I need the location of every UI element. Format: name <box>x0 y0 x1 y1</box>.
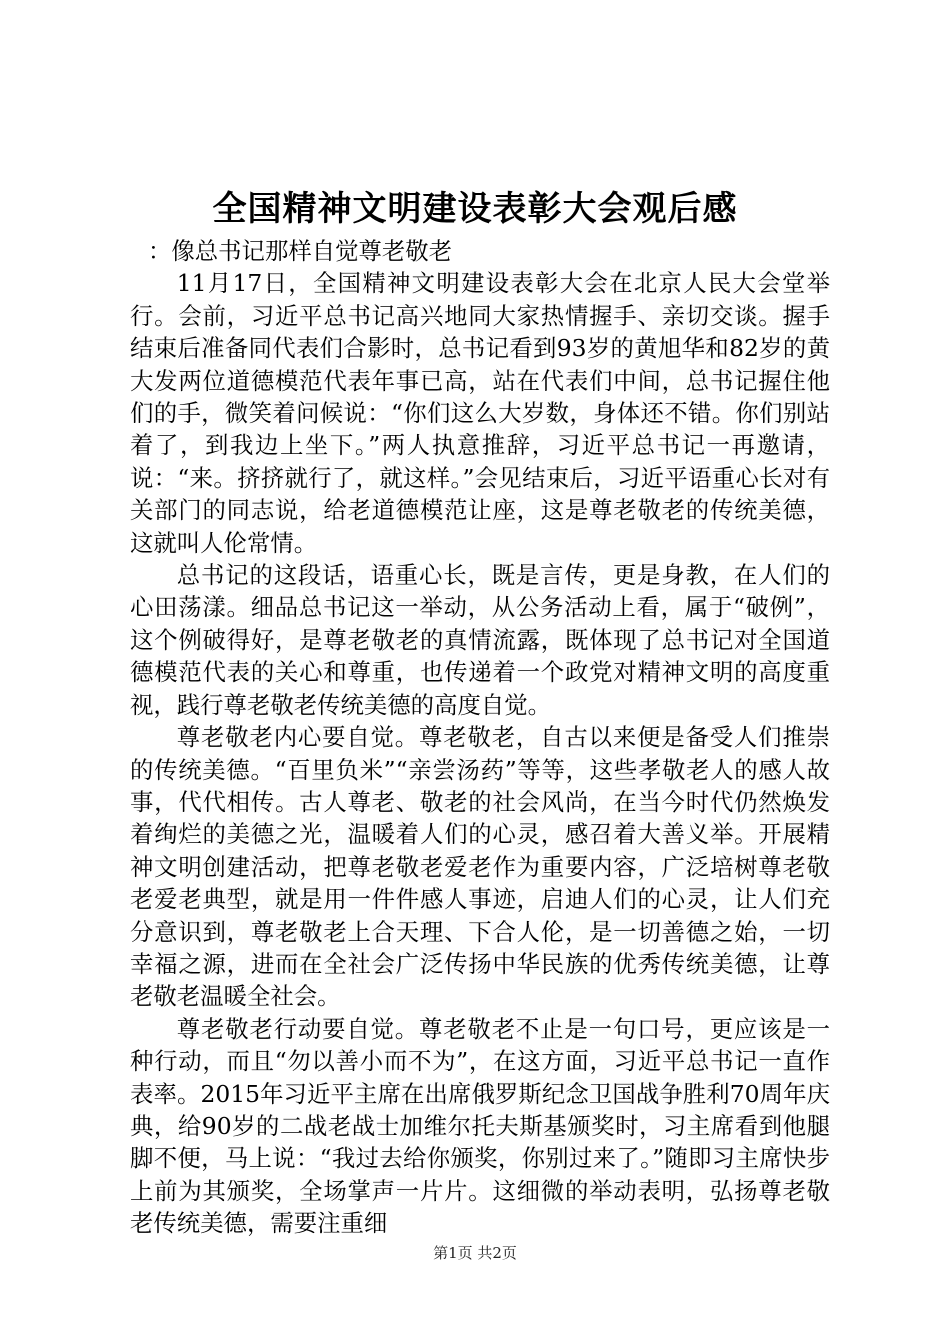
paragraph-2: 总书记的这段话，语重心长，既是言传，更是身教，在人们的心田荡漾。细品总书记这一举动，从公务活动上看，属于“破例”，这个例破得好，是尊老敬老的真情流露，既体现了总书记对全国道德模范代表的关心和尊重，也传递着一个政党对精神文明的高度重视，践行尊老敬老传统美德的高度自觉。 <box>130 561 830 719</box>
document-body <box>130 235 830 1240</box>
document-subtitle: ：像总书记那样自觉尊老敬老 <box>148 237 453 265</box>
document-title: 全国精神文明建设表彰大会观后感 <box>212 189 738 229</box>
paragraph-4: 尊老敬老行动要自觉。尊老敬老不止是一句口号，更应该是一种行动，而且“勿以善小而不为”，在这方面，习近平总书记一直作表率。2015年习近平主席在出席俄罗斯纪念卫国战争胜利70周年庆典，给90岁的二战老战士加维尔托夫斯基颁奖时，习主席看到他腿脚不便，马上说：“我过去给你颁奖，你别过来了。”随即习主席快步上前为其颁奖，全场掌声一片片。这细微的举动表明，弘扬尊老敬老传统美德，需要注重细 <box>130 1014 830 1238</box>
paragraph-3: 尊老敬老内心要自觉。尊老敬老，自古以来便是备受人们推崇的传统美德。“百里负米”“亲尝汤药”等等，这些孝敬老人的感人故事，代代相传。古人尊老、敬老的社会风尚，在当今时代仍然焕发着绚烂的美德之光，温暖着人们的心灵，感召着大善义举。开展精神文明创建活动，把尊老敬老爱老作为重要内容，广泛培树尊老敬老爱老典型，就是用一件件感人事迹，启迪人们的心灵，让人们充分意识到，尊老敬老上合天理、下合人伦，是一切善德之始，一切幸福之源，进而在全社会广泛传扬中华民族的优秀传统美德，让尊老敬老温暖全社会。 <box>130 723 830 1011</box>
paragraph-1: 11月17日，全国精神文明建设表彰大会在北京人民大会堂举行。会前，习近平总书记高兴地同大家热情握手、亲切交谈。握手结束后准备同代表们合影时，总书记看到93岁的黄旭华和82岁的黄大发两位道德模范代表年事已高，站在代表们中间，总书记握住他们的手，微笑着问候说：“你们这么大岁数，身体还不错。你们别站着了，到我边上坐下。”两人执意推辞，习近平总书记一再邀请，说：“来。挤挤就行了，就这样。”会见结束后，习近平语重心长对有关部门的同志说，给老道德模范让座，这是尊老敬老的传统美德，这就叫人伦常情。 <box>130 269 830 557</box>
page-footer: 第1页 共2页 <box>433 1244 517 1262</box>
